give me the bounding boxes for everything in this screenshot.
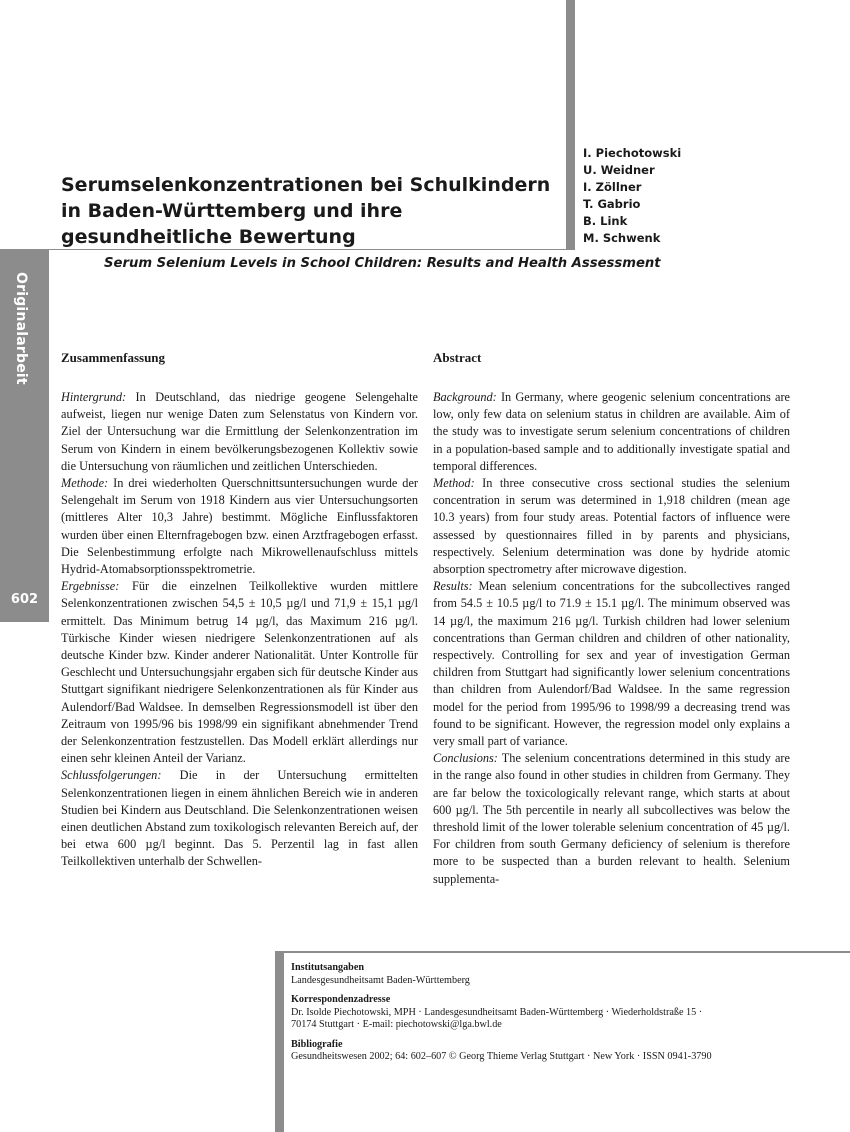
abstract-column xyxy=(433,349,790,888)
korrespondenz-block xyxy=(291,994,831,1032)
section-text: In Deutschland, das niedrige geogene Selengehalte aufweist, liegen nur wenige Daten zum Selenstatus von Kindern vor. Ziel der Untersuchung war die Ermittlung der Selenkonzentration im Serum von Kindern in einem bevölkerungsbezogenen Kollektiv sowie die Untersuchung von räumlichen und zeitlichen Unterschieden. xyxy=(61,390,418,473)
author-name: U. Weidner xyxy=(583,163,655,177)
author-name: I. Piechotowski xyxy=(583,146,682,160)
section-text: In drei wiederholten Querschnittsuntersuchungen wurde der Selengehalt im Serum von 1918 Kindern aus vier Untersuchungsorten (mittleres Alter 10,3 Jahre) bestimmt. Mögliche Einflussfaktoren wurden über einen Elternfragebogen bzw. einen Arztfragebogen erfasst. Die Selenbestimmung erfolgte nach Mikrowellenaufschluss mittels Hydrid-Atomabsorptionsspektrometrie. xyxy=(61,476,418,577)
footer-vertical-rule xyxy=(275,952,284,1132)
zusammenfassung-paragraph xyxy=(61,475,418,578)
publication-info xyxy=(291,962,831,1071)
abstract-paragraph xyxy=(433,389,790,475)
section-text: Für die einzelnen Teilkollektive wurden mittlere Selenkonzentrationen zwischen 54,5 ± 10,5 µg/l und 71,9 ± 15,1 µg/l ermittelt. Das Minimum betrug 14 µg/l, das Maximum 216 µg/l. Türkische Kinder wiesen niedrigere Selenkonzentrationen auf als deutsche Kinder bzw. Kinder anderer Nationalität. Unter Kontrolle für Geschlecht und Untersuchungsjahr ergaben sich für deutsche Kinder aus Stuttgart signifikant niedrigere Selenkonzentrationen als für Kinder aus Aulendorf/Bad Waldsee. In demselben Regressionsmodell ist über den Zeitraum von 1995/96 bis 1998/99 ein signifikant abnehmender Trend der Selenkonzentration festzustellen. Das Modell erklärt allerdings nur einen sehr kleinen Anteil der Varianz. xyxy=(61,579,418,766)
section-label: Schlussfolgerungen: xyxy=(61,768,162,783)
author-name: M. Schwenk xyxy=(583,231,661,245)
author-name: T. Gabrio xyxy=(583,197,641,211)
section-label: Conclusions: xyxy=(433,751,498,766)
section-text: The selenium concentrations determined in this study are in the range also found in other studies in children from Germany. They are far below the toxicologically relevant range, which starts at about 600 µg/l. The 5th percentile in nearly all subcollectives was below the threshold limit of the lower tolerable selenium concentration of 45 µg/l. For children from south Germany deficiency of selenium is therefore more to be suspected than a burden relevant to health. Selenium supplementa- xyxy=(433,751,790,886)
section-label: Hintergrund: xyxy=(61,390,127,404)
article-title: Serumselenkonzentrationen bei Schulkindern in Baden-Württemberg und ihre gesundheitliche Bewertung xyxy=(61,174,551,248)
author-list xyxy=(583,145,681,247)
bibliografie-block xyxy=(291,1039,831,1064)
section-text: Mean selenium concentrations for the subcollectives ranged from 54.5 ± 10.5 µg/l to 71.9 ± 15.1 µg/l. The minimum observed was 14 µg/l, the maximum 216 µg/l. Turkish children had lower selenium concentrations than German children and children of other nationality, respectively. Controlling for sex and year of investigation German children from Stuttgart had significantly lower selenium concentrations than children from Aulendorf/Bad Waldsee. In the same regression model for the period from 1995/96 to 1998/99 a decreasing trend was found to be significant. However, the regression model only explains a very small part of variance. xyxy=(433,579,790,749)
korrespondenz-address-line: Dr. Isolde Piechotowski, MPH · Landesgesundheitsamt Baden-Württemberg · Wiederholdstraße 15 · xyxy=(291,1006,703,1018)
institut-block xyxy=(291,962,831,987)
author-name: B. Link xyxy=(583,214,628,228)
section-label: Method: xyxy=(433,476,475,491)
bibliografie-text: Gesundheitswesen 2002; 64: 602–607 © Georg Thieme Verlag Stuttgart · New York · ISSN 0941-3790 xyxy=(291,1051,712,1062)
author-name: I. Zöllner xyxy=(583,180,642,194)
zusammenfassung-column xyxy=(61,349,418,871)
bibliografie-heading: Bibliografie xyxy=(291,1038,343,1050)
abstract-paragraph xyxy=(433,578,790,750)
section-label: Background: xyxy=(433,390,497,404)
section-text: In Germany, where geogenic selenium concentrations are low, only few data on selenium status in children are available. Aim of the study was to investigate serum selenium concentrations of children in a population-based sample and to additionally investigate spatial and temporal differences. xyxy=(433,390,790,473)
page-number: 602 xyxy=(10,592,39,607)
article-subtitle: Serum Selenium Levels in School Children: Results and Health Assessment xyxy=(104,256,661,271)
section-text: Die in der Untersuchung ermittelten Selenkonzentrationen liegen in einem ähnlichen Bereich wie in anderen Studien bei Kindern aus Deutschland. Die Selenkonzentrationen weisen einen deutlichen Abstand zum toxikologisch relevanten Bereich auf, der bei etwa 600 µg/l beginnt. Das 5. Perzentil lag in fast allen Teilkollektiven unterhalb der Schwellen- xyxy=(61,768,418,869)
institut-heading: Institutsangaben xyxy=(291,962,365,973)
zusammenfassung-paragraph xyxy=(61,389,418,475)
section-label: Ergebnisse: xyxy=(61,579,120,594)
zusammenfassung-paragraph xyxy=(61,578,418,767)
section-label: Results: xyxy=(433,579,473,594)
zusammenfassung-paragraph xyxy=(61,767,418,870)
abstract-paragraph xyxy=(433,750,790,888)
abstract-heading: Abstract xyxy=(433,350,482,365)
institut-text: Landesgesundheitsamt Baden-Württemberg xyxy=(291,974,470,986)
korrespondenz-email-line: 70174 Stuttgart · E-mail: piechotowski@lga.bwl.de xyxy=(291,1019,502,1030)
section-label: Methode: xyxy=(61,476,109,491)
footer-top-rule xyxy=(275,951,850,953)
abstract-paragraph xyxy=(433,475,790,578)
korrespondenz-heading: Korrespondenzadresse xyxy=(291,994,391,1005)
article-type-label: Originalarbeit xyxy=(13,272,29,385)
section-text: In three consecutive cross sectional studies the selenium concentration in serum was determined in 1,918 children (mean age 10.3 years) from four study areas. Potential factors of influence were assessed by questionnaires filled in by parents and physicians, respectively. Selenium determination was done by hydride atomic absorption spectrometry after microwave digestion. xyxy=(433,476,790,577)
top-vertical-rule xyxy=(566,0,575,250)
zusammenfassung-heading: Zusammenfassung xyxy=(61,350,166,365)
